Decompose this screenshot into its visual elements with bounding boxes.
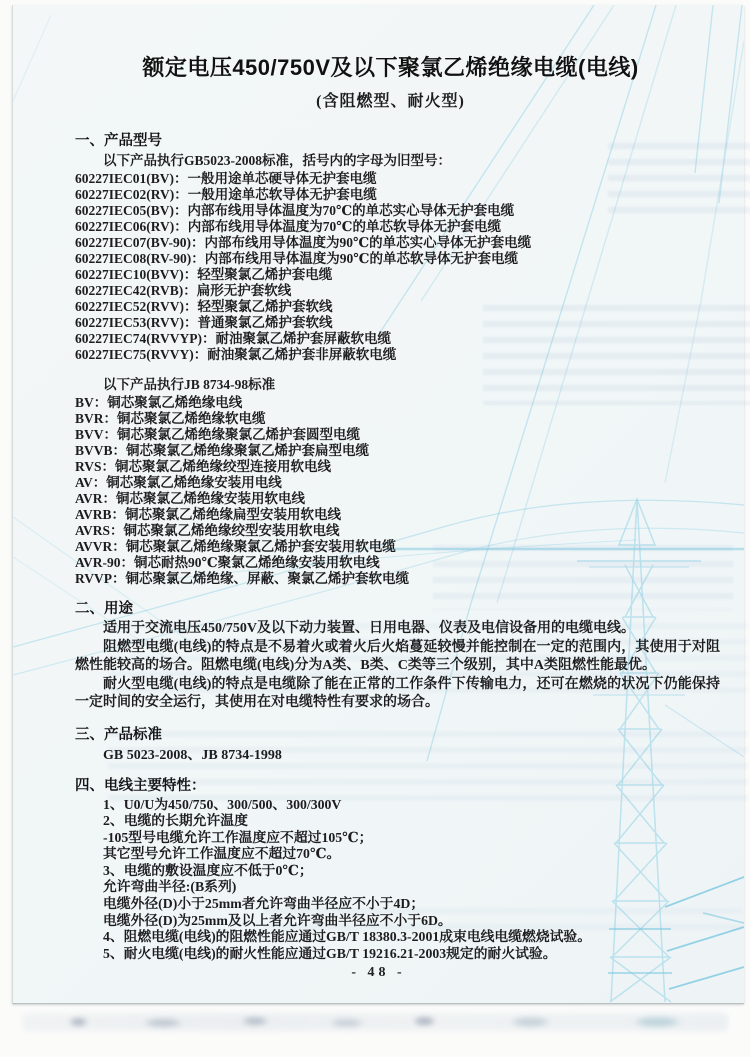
model-line: 60227IEC07(BV-90)：内部布线用导体温度为90℃的单芯实心导体无护套电缆	[75, 235, 532, 250]
page-number: - 48 -	[351, 965, 406, 980]
model-line: RVVP：铜芯聚氯乙烯绝缘、屏蔽、聚氯乙烯护套软电缆	[75, 571, 410, 586]
model-line: AVRB：铜芯聚氯乙烯绝缘扁型安装用软电线	[75, 507, 342, 522]
iec-model-list	[75, 171, 706, 363]
model-line: AVVR：铜芯聚氯乙烯绝缘聚氯乙烯护套安装用软电缆	[75, 539, 396, 554]
usage-paragraph: 适用于交流电压450/750V及以下动力装置、日用电器、仪表及电信设备用的电缆电线。	[103, 621, 635, 636]
section-characteristics-heading: 四、电线主要特性：	[75, 777, 206, 794]
model-line: 60227IEC05(BV)：内部布线用导体温度为70℃的单芯实心导体无护套电缆	[75, 203, 515, 218]
model-line: AV：铜芯聚氯乙烯绝缘安装用电线	[75, 475, 282, 490]
scan-artifact-strip	[22, 1013, 728, 1031]
model-line: AVR-90：铜芯耐热90℃聚氯乙烯绝缘安装用软电线	[75, 555, 380, 570]
model-line: AVRS：铜芯聚氯乙烯绝缘绞型安装用软电线	[75, 523, 340, 538]
jb-model-list	[75, 395, 706, 587]
characteristics-list	[75, 797, 706, 963]
model-line: 60227IEC02(RV)：一般用途单芯软导体无护套电缆	[75, 187, 377, 202]
model-line: 60227IEC42(RVB)：扁形无护套软线	[75, 283, 292, 298]
characteristic-line: 2、电缆的长期允许温度	[103, 813, 248, 829]
model-line: RVS：铜芯聚氯乙烯绝缘绞型连接用软电线	[75, 459, 332, 474]
model-line: 60227IEC01(BV)：一般用途单芯硬导体无护套电缆	[75, 171, 377, 186]
document-subtitle: (含阻燃型、耐火型)	[316, 93, 465, 110]
characteristic-line: -105型号电缆允许工作温度应不超过105℃；	[103, 829, 373, 845]
document-content	[13, 5, 744, 962]
characteristic-line: 电缆外径(D)小于25mm者允许弯曲半径应不小于4D；	[103, 896, 425, 912]
standards-line: GB 5023-2008、JB 8734-1998	[103, 747, 282, 763]
model-line: BVV：铜芯聚氯乙烯绝缘聚氯乙烯护套圆型电缆	[75, 427, 361, 442]
characteristic-line: 5、耐火电缆(电线)的耐火性能应通过GB/T 19216.21-2003规定的耐火试验。	[103, 945, 557, 961]
section-standards-heading: 三、产品标准	[75, 726, 162, 743]
model-line: 60227IEC53(RVV)：普通聚氯乙烯护套软线	[75, 315, 333, 330]
jb-standard-intro: 以下产品执行JB 8734-98标准	[103, 377, 276, 392]
usage-paragraphs	[75, 620, 720, 713]
usage-paragraph: 阻燃型电缆(电线)的特点是不易着火或着火后火焰蔓延较慢并能控制在一定的范围内，其使用于对阻燃性能较高的场合。阻燃电缆(电线)分为A类、B类、C类等三个级别，其中A类阻燃性能最优。	[75, 639, 720, 673]
section-product-models-heading: 一、产品型号	[75, 133, 162, 149]
model-line: 60227IEC52(RVV)：轻型聚氯乙烯护套软线	[75, 299, 333, 314]
model-line: 60227IEC75(RVVY)：耐油聚氯乙烯护套非屏蔽软电缆	[75, 347, 397, 362]
characteristic-line: 允许弯曲半径:(B系列)	[103, 879, 237, 895]
characteristic-line: 3、电缆的敷设温度应不低于0℃；	[103, 862, 313, 878]
model-line: 60227IEC08(RV-90)：内部布线用导体温度为90℃的单芯软导体无护套电缆	[75, 251, 518, 266]
model-line: 60227IEC10(BVV)：轻型聚氯乙烯护套电缆	[75, 267, 333, 282]
characteristic-line: 其它型号允许工作温度应不超过70℃。	[103, 846, 341, 862]
characteristic-line: 1、U0/U为450/750、300/500、300/300V	[103, 796, 342, 812]
section-usage-heading: 二、用途	[75, 601, 133, 617]
model-line: BVR：铜芯聚氯乙烯绝缘软电缆	[75, 411, 266, 426]
model-line: BV：铜芯聚氯乙烯绝缘电线	[75, 395, 243, 410]
gb-standard-intro: 以下产品执行GB5023-2008标准，括号内的字母为旧型号：	[103, 153, 452, 168]
characteristic-line: 4、阻燃电缆(电线)的阻燃性能应通过GB/T 18380.3-2001成束电线电缆燃烧试验。	[103, 929, 592, 945]
model-line: AVR：铜芯聚氯乙烯绝缘安装用软电线	[75, 491, 306, 506]
model-line: BVVB：铜芯聚氯乙烯绝缘聚氯乙烯护套扁型电缆	[75, 443, 370, 458]
characteristic-line: 电缆外径(D)为25mm及以上者允许弯曲半径应不小于6D。	[103, 912, 452, 928]
usage-paragraph: 耐火型电缆(电线)的特点是电缆除了能在正常的工作条件下传输电力，还可在燃烧的状况下仍能保持一定时间的安全运行，其使用在对电缆特性有要求的场合。	[75, 676, 720, 710]
document-page	[12, 5, 744, 1004]
model-line: 60227IEC06(RV)：内部布线用导体温度为70℃的单芯软导体无护套电缆	[75, 219, 501, 234]
model-line: 60227IEC74(RVVYP)：耐油聚氯乙烯护套屏蔽软电缆	[75, 331, 392, 346]
document-title: 额定电压450/750V及以下聚氯乙烯绝缘电缆(电线)	[142, 55, 639, 80]
